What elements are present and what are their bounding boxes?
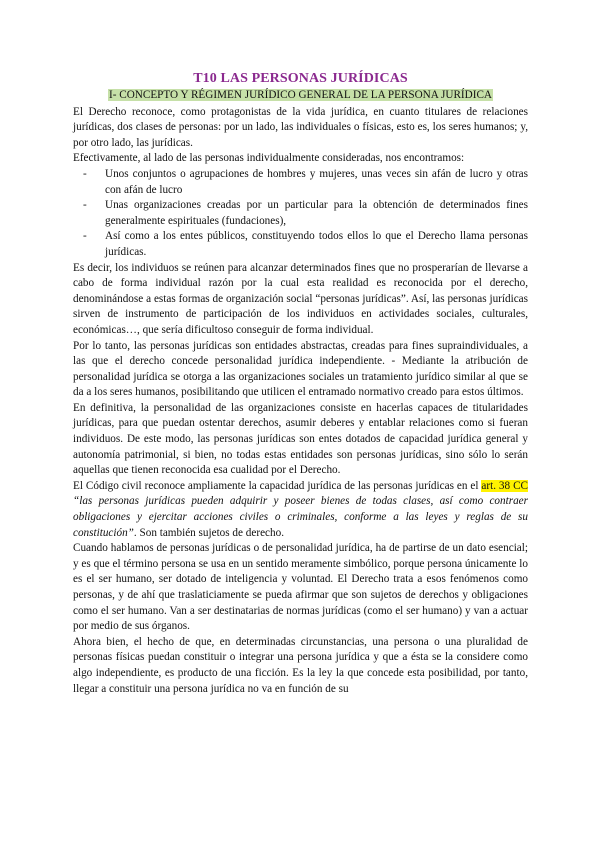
bullet-text: Así como a los entes públicos, constituyendo todos ellos lo que el Derecho llama personas jurídicas. bbox=[105, 230, 528, 258]
paragraph-8: Ahora bien, el hecho de que, en determinadas circunstancias, una persona o una pluralidad de personas físicas puedan constituir o integrar una persona jurídica y que a ésta se la considere como algo independiente, es producto de una ficción. Es la ley la que concede esta posibilidad, por tanto, llegar a constituir una persona jurídica no va en función de su bbox=[73, 635, 528, 695]
document-title: T10 LAS PERSONAS JURÍDICAS bbox=[193, 71, 408, 86]
bullet-item bbox=[73, 229, 528, 260]
paragraph-7: Cuando hablamos de personas jurídicas o de personalidad jurídica, ha de partirse de un dato esencial; y es que el término persona se usa en un sentido meramente simbólico, porque persona únicamente lo es el ser humano, ser dotado de inteligencia y voluntad. El Derecho trata a esos fenómenos como personas, y de ahí que traslaticiamente se pueda afirmar que son sujetos de derechos y obligaciones como el ser humano. Van a ser destinatarias de normas jurídicas (como el ser humano) y van a actuar por medio de sus órganos. bbox=[73, 542, 528, 633]
bullet-item bbox=[73, 167, 528, 198]
document-page bbox=[73, 70, 528, 697]
article-reference-highlight: art. 38 CC bbox=[481, 479, 528, 492]
paragraph-4: Por lo tanto, las personas jurídicas son entidades abstractas, creadas para fines supraindividuales, a las que el derecho concede personalidad jurídica independiente. - Mediante la atribución de personalidad jurídica se otorga a las organizaciones sociales un tratamiento jurídico similar al que se da a los seres humanos, posibilitando que utilicen el entramado normativo creado para estos últimos. bbox=[73, 339, 528, 399]
bullet-dash: - bbox=[83, 167, 87, 180]
paragraph-2: Efectivamente, al lado de las personas individualmente consideradas, nos encontramos: bbox=[73, 152, 465, 165]
section-heading-text: I- CONCEPTO Y RÉGIMEN JURÍDICO GENERAL DE LA PERSONA JURÍDICA bbox=[109, 89, 492, 101]
bullet-dash: - bbox=[83, 199, 87, 212]
article-quote: “las personas jurídicas pueden adquirir y poseer bienes de todas clases, así como contraer obligaciones y ejercitar acciones civiles o criminales, conforme a las leyes y reglas de su constitución” bbox=[73, 495, 528, 539]
paragraph-6-intro: El Código civil reconoce ampliamente la capacidad jurídica de las personas jurídicas en el bbox=[73, 479, 482, 492]
paragraph-3: Es decir, los individuos se reúnen para alcanzar determinados fines que no prosperarían de llevarse a cabo de forma individual razón por la cual esta realidad es reconocida por el derecho, denominándose a estas formas de organización social “personas jurídicas”. Así, las personas jurídicas sirven de instrumento de participación de los individuos en actividades sociales, culturales, económicas…, que sería dificultoso conseguir de forma individual. bbox=[73, 261, 528, 336]
section-heading bbox=[73, 88, 528, 104]
paragraph-1: El Derecho reconoce, como protagonistas de la vida jurídica, en cuanto titulares de relaciones jurídicas, dos clases de personas: por un lado, las individuales o físicas, esto es, los seres humanos; y, por otro lado, las jurídicas. bbox=[73, 105, 528, 149]
bullet-list bbox=[73, 167, 528, 261]
bullet-item bbox=[73, 198, 528, 229]
bullet-text: Unas organizaciones creadas por un particular para la obtención de determinados fines generalmente espirituales (fundaciones), bbox=[105, 199, 528, 227]
paragraph-6 bbox=[73, 479, 528, 541]
bullet-dash: - bbox=[83, 230, 87, 243]
bullet-text: Unos conjuntos o agrupaciones de hombres y mujeres, unas veces sin afán de lucro y otras con afán de lucro bbox=[105, 167, 528, 196]
paragraph-6-end: . Son también sujetos de derecho. bbox=[133, 526, 284, 539]
paragraph-5: En definitiva, la personalidad de las organizaciones consiste en hacerlas capaces de titularidades jurídicas, para que puedan ostentar derechos, asumir deberes y entablar relaciones como si fueran individuos. De este modo, las personas jurídicas son entes dotados de capacidad jurídica general y autonomía patrimonial, si bien, no todas estas entidades son personas jurídicas, sino sólo lo serán aquellas que tienen reconocida esa cualidad por el Derecho. bbox=[73, 401, 528, 477]
